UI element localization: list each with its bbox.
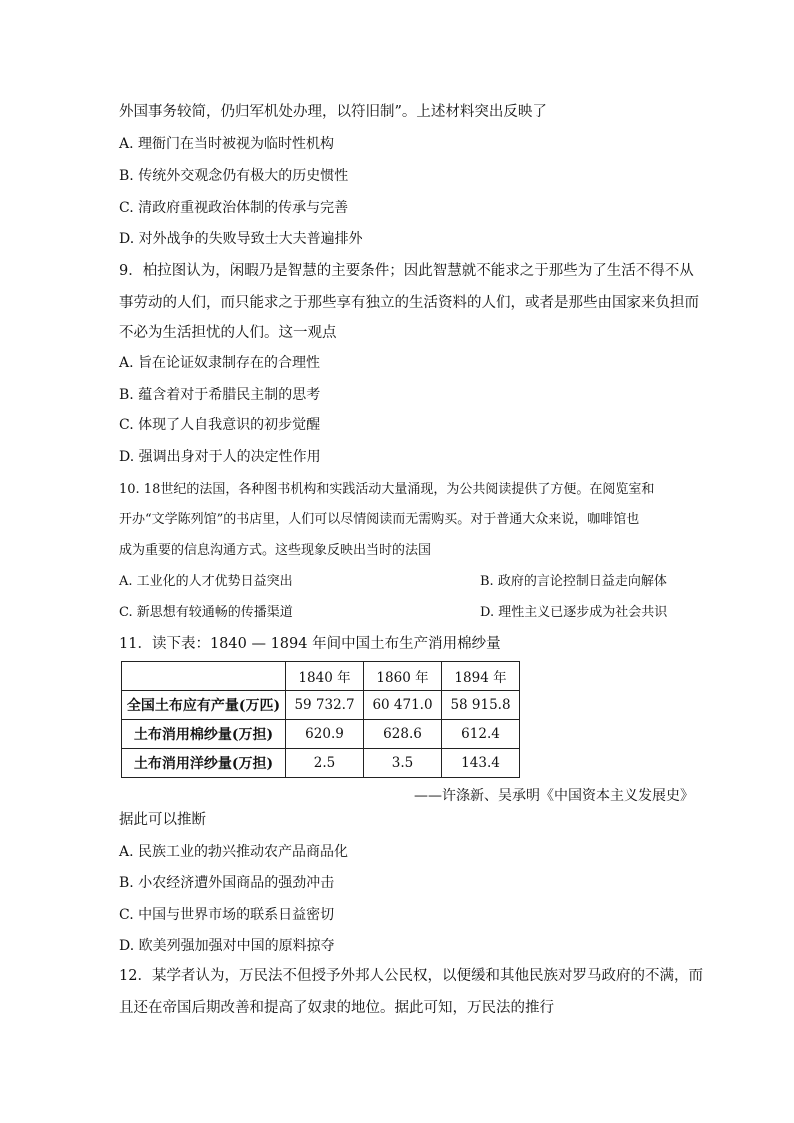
- q10-stem-line-2: 开办“文学陈列馆”的书店里，人们可以尽情阅读而无需购买。对于普通大众来说，咖啡馆也: [119, 512, 640, 527]
- q8-stem-continuation: 外国事务较简，仍归军机处办理，以符旧制”。上述材料突出反映了: [119, 104, 547, 120]
- q8-option-a: A. 理衙门在当时被视为临时性机构: [119, 136, 335, 152]
- cotton-yarn-table: [121, 661, 520, 778]
- q10-option-row-1: [119, 573, 667, 591]
- table-cell: 58 915.8: [442, 691, 520, 720]
- table-header-cell: 1860 年: [364, 662, 442, 691]
- table-cell: 143.4: [442, 749, 520, 778]
- q10-option-row-2: [119, 604, 668, 622]
- table-header-row: [122, 662, 520, 691]
- q10-option-c: C. 新思想有较通畅的传播渠道: [119, 605, 293, 620]
- table-row: [122, 749, 520, 778]
- q9-stem-line-2: 事劳动的人们，而只能求之于那些享有独立的生活资料的人们，或者是那些由国家来负担而: [119, 295, 699, 311]
- q10-option-b: B. 政府的言论控制日益走向解体: [480, 574, 667, 589]
- q12-stem-line-2: 且还在帝国后期改善和提高了奴隶的地位。据此可知，万民法的推行: [119, 1000, 554, 1016]
- q9-option-a: A. 旨在论证奴隶制存在的合理性: [119, 355, 321, 371]
- q10-option-a: A. 工业化的人才优势日益突出: [119, 574, 293, 589]
- q11-option-b: B. 小农经济遭外国商品的强劲冲击: [119, 875, 335, 891]
- q11-option-c: C. 中国与世界市场的联系日益密切: [119, 907, 335, 923]
- table-cell: 59 732.7: [286, 691, 364, 720]
- q11-stem: 11．读下表：1840 — 1894 年间中国土布生产消用棉纱量: [119, 636, 501, 652]
- q11-prompt: 据此可以推断: [119, 812, 206, 828]
- table-row: [122, 720, 520, 749]
- table-source-citation: ——许涤新、吴承明《中国资本主义发展史》: [414, 788, 694, 804]
- q11-option-d: D. 欧美列强加强对中国的原料掠夺: [119, 938, 335, 954]
- q8-option-b: B. 传统外交观念仍有极大的历史惯性: [119, 168, 349, 184]
- table-row-label: 土布消用棉纱量(万担): [122, 720, 286, 749]
- table-row: [122, 691, 520, 720]
- table-cell: 2.5: [286, 749, 364, 778]
- table-header-cell: 1894 年: [442, 662, 520, 691]
- table-row-label: 土布消用洋纱量(万担): [122, 749, 286, 778]
- table-header-cell: 1840 年: [286, 662, 364, 691]
- q9-option-c: C. 体现了人自我意识的初步觉醒: [119, 417, 321, 433]
- table-header-cell: [122, 662, 286, 691]
- table-cell: 628.6: [364, 720, 442, 749]
- q10-option-d: D. 理性主义已逐步成为社会共识: [480, 605, 668, 620]
- q9-stem-line-3: 不必为生活担忧的人们。这一观点: [119, 325, 337, 341]
- q9-option-d: D. 强调出身对于人的决定性作用: [119, 449, 321, 465]
- q12-stem-line-1: 12．某学者认为，万民法不但授予外邦人公民权，以便缓和其他民族对罗马政府的不满，而: [119, 968, 703, 984]
- table-cell: 620.9: [286, 720, 364, 749]
- q9-stem-line-1: 9．柏拉图认为，闲暇乃是智慧的主要条件；因此智慧就不能求之于那些为了生活不得不从: [119, 263, 694, 279]
- q11-option-a: A. 民族工业的勃兴推动农产品商品化: [119, 844, 349, 860]
- q8-option-d: D. 对外战争的失败导致士大夫普遍排外: [119, 231, 363, 247]
- q10-stem-line-3: 成为重要的信息沟通方式。这些现象反映出当时的法国: [119, 543, 432, 558]
- table-cell: 3.5: [364, 749, 442, 778]
- table-cell: 612.4: [442, 720, 520, 749]
- q9-option-b: B. 蕴含着对于希腊民主制的思考: [119, 387, 321, 403]
- table-row-label: 全国土布应有产量(万匹): [122, 691, 286, 720]
- q8-option-c: C. 清政府重视政治体制的传承与完善: [119, 200, 349, 216]
- q10-stem-line-1: 10. 18世纪的法国，各种图书机构和实践活动大量涌现，为公共阅读提供了方便。在阅览室和: [119, 482, 655, 497]
- table-cell: 60 471.0: [364, 691, 442, 720]
